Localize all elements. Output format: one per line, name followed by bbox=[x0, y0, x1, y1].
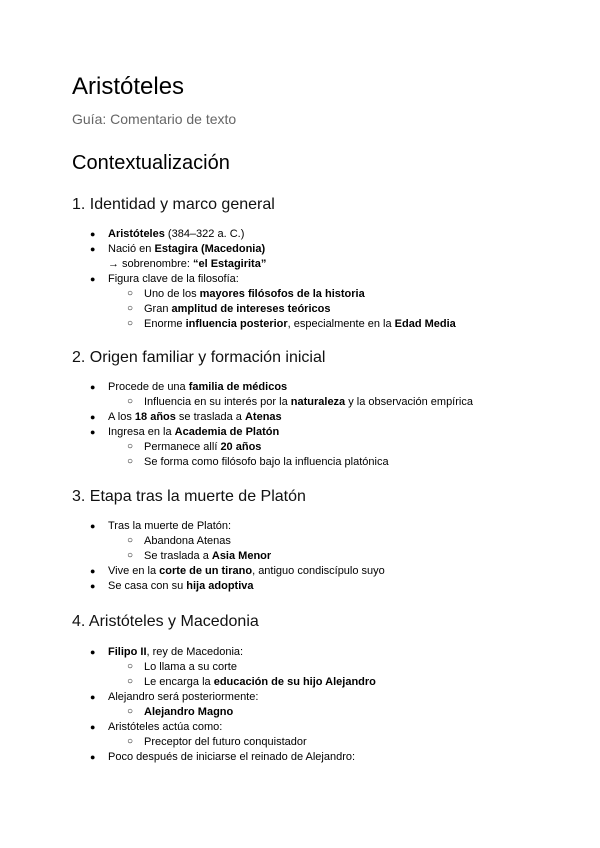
text-run: Abandona Atenas bbox=[144, 535, 231, 547]
bullet-marker: ● bbox=[90, 274, 96, 284]
bullet-marker: ● bbox=[90, 229, 96, 239]
sub-list-item bbox=[144, 440, 261, 454]
bullet-marker: ● bbox=[90, 566, 96, 576]
bold-text: Estagira (Macedonia) bbox=[154, 243, 266, 255]
section-heading: 3. Etapa tras la muerte de Platón bbox=[72, 488, 306, 505]
document-title: Aristóteles bbox=[72, 73, 185, 100]
sub-bullet-marker: ○ bbox=[127, 288, 134, 299]
bullet-marker: ● bbox=[90, 752, 96, 762]
bold-text: amplitud de intereses teóricos bbox=[171, 303, 331, 315]
text-run: Ingresa en la bbox=[108, 426, 175, 438]
section-heading: 1. Identidad y marco general bbox=[72, 196, 275, 213]
text-run: Uno de los bbox=[144, 288, 200, 300]
bold-text: Asia Menor bbox=[211, 550, 272, 562]
bold-text: familia de médicos bbox=[188, 381, 288, 393]
sub-list-item bbox=[144, 455, 389, 469]
sub-bullet-marker: ○ bbox=[127, 456, 134, 467]
text-run: Preceptor del futuro conquistador bbox=[144, 736, 307, 748]
bullet-marker: ● bbox=[90, 521, 96, 531]
text-run: , antiguo condiscípulo suyo bbox=[252, 565, 385, 577]
list-item bbox=[108, 564, 385, 578]
sub-bullet-marker: ○ bbox=[127, 441, 134, 452]
sub-list-item bbox=[144, 705, 233, 719]
text-run: → sobrenombre: bbox=[108, 258, 193, 270]
sub-bullet-marker: ○ bbox=[127, 550, 134, 561]
bullet-marker: ● bbox=[90, 692, 96, 702]
list-item bbox=[108, 645, 243, 659]
text-run: A los bbox=[108, 411, 135, 423]
sub-bullet-marker: ○ bbox=[127, 706, 134, 717]
document-subtitle: Guía: Comentario de texto bbox=[72, 111, 237, 127]
sub-list-item bbox=[144, 317, 456, 331]
bold-text: Alejandro Magno bbox=[144, 706, 234, 718]
bullet-marker: ● bbox=[90, 244, 96, 254]
bold-text: corte de un tirano bbox=[159, 565, 253, 577]
bold-text: “el Estagirita” bbox=[192, 258, 267, 270]
text-run: Se casa con su bbox=[108, 580, 187, 592]
sub-bullet-marker: ○ bbox=[127, 396, 134, 407]
list-item bbox=[108, 227, 244, 241]
bold-text: Aristóteles bbox=[108, 228, 165, 240]
bold-text: Edad Media bbox=[394, 318, 456, 330]
sub-list-item bbox=[144, 302, 330, 316]
list-item bbox=[108, 579, 254, 593]
text-run: Enorme bbox=[144, 318, 186, 330]
text-run: Procede de una bbox=[108, 381, 189, 393]
bold-text: hija adoptiva bbox=[186, 580, 254, 592]
list-item bbox=[108, 380, 287, 394]
text-run: Aristóteles actúa como: bbox=[108, 721, 223, 733]
sub-list-item bbox=[144, 395, 473, 409]
text-run: Nació en bbox=[108, 243, 155, 255]
text-run: Vive en la bbox=[108, 565, 160, 577]
bullet-marker: ● bbox=[90, 427, 96, 437]
text-run: Se traslada a bbox=[144, 550, 212, 562]
sub-bullet-marker: ○ bbox=[127, 676, 134, 687]
section-heading-main: Contextualización bbox=[72, 152, 230, 174]
sub-list-item bbox=[144, 549, 271, 563]
text-run: Alejandro será posteriormente: bbox=[108, 691, 259, 703]
sub-bullet-marker: ○ bbox=[127, 535, 134, 546]
bullet-marker: ● bbox=[90, 647, 96, 657]
text-run: , especialmente en la bbox=[287, 318, 395, 330]
text-run: Gran bbox=[144, 303, 172, 315]
text-run: Influencia en su interés por la bbox=[144, 396, 291, 408]
list-item bbox=[108, 242, 265, 256]
bold-text: Atenas bbox=[244, 411, 282, 423]
text-run: Lo llama a su corte bbox=[144, 661, 237, 673]
list-item bbox=[108, 257, 266, 271]
sub-bullet-marker: ○ bbox=[127, 318, 134, 329]
sub-list-item bbox=[144, 735, 307, 749]
list-item bbox=[108, 425, 279, 439]
list-item bbox=[108, 720, 222, 734]
text-run: , rey de Macedonia: bbox=[146, 646, 244, 658]
section-heading: 2. Origen familiar y formación inicial bbox=[72, 349, 326, 366]
sub-list-item bbox=[144, 675, 376, 689]
text-run: Permanece allí bbox=[144, 441, 221, 453]
bold-text: Academia de Platón bbox=[174, 426, 280, 438]
text-run: Poco después de iniciarse el reinado de Alejandro: bbox=[108, 751, 356, 763]
section-heading: 4. Aristóteles y Macedonia bbox=[72, 613, 259, 630]
text-run: se traslada a bbox=[175, 411, 245, 423]
sub-bullet-marker: ○ bbox=[127, 661, 134, 672]
text-run: (384–322 a. C.) bbox=[164, 228, 245, 240]
bullet-marker: ● bbox=[90, 382, 96, 392]
text-run: y la observación empírica bbox=[345, 396, 473, 408]
text-run: Se forma como filósofo bajo la influencia platónica bbox=[144, 456, 389, 468]
sub-list-item bbox=[144, 534, 231, 548]
sub-bullet-marker: ○ bbox=[127, 303, 134, 314]
bullet-marker: ● bbox=[90, 581, 96, 591]
bold-text: mayores filósofos de la historia bbox=[199, 288, 365, 300]
list-item bbox=[108, 750, 355, 764]
list-item bbox=[108, 519, 231, 533]
bold-text: influencia posterior bbox=[185, 318, 288, 330]
bold-text: Filipo II bbox=[108, 646, 147, 658]
sub-list-item bbox=[144, 287, 365, 301]
bullet-marker: ● bbox=[90, 412, 96, 422]
bold-text: educación de su hijo Alejandro bbox=[213, 676, 376, 688]
bold-text: 18 años bbox=[134, 411, 176, 423]
bold-text: naturaleza bbox=[290, 396, 346, 408]
text-run: Le encarga la bbox=[144, 676, 214, 688]
list-item bbox=[108, 690, 258, 704]
text-run: Tras la muerte de Platón: bbox=[108, 520, 232, 532]
list-item bbox=[108, 272, 239, 286]
text-run: Figura clave de la filosofía: bbox=[108, 273, 239, 285]
bullet-marker: ● bbox=[90, 722, 96, 732]
bold-text: 20 años bbox=[220, 441, 262, 453]
sub-bullet-marker: ○ bbox=[127, 736, 134, 747]
list-item bbox=[108, 410, 282, 424]
sub-list-item bbox=[144, 660, 237, 674]
